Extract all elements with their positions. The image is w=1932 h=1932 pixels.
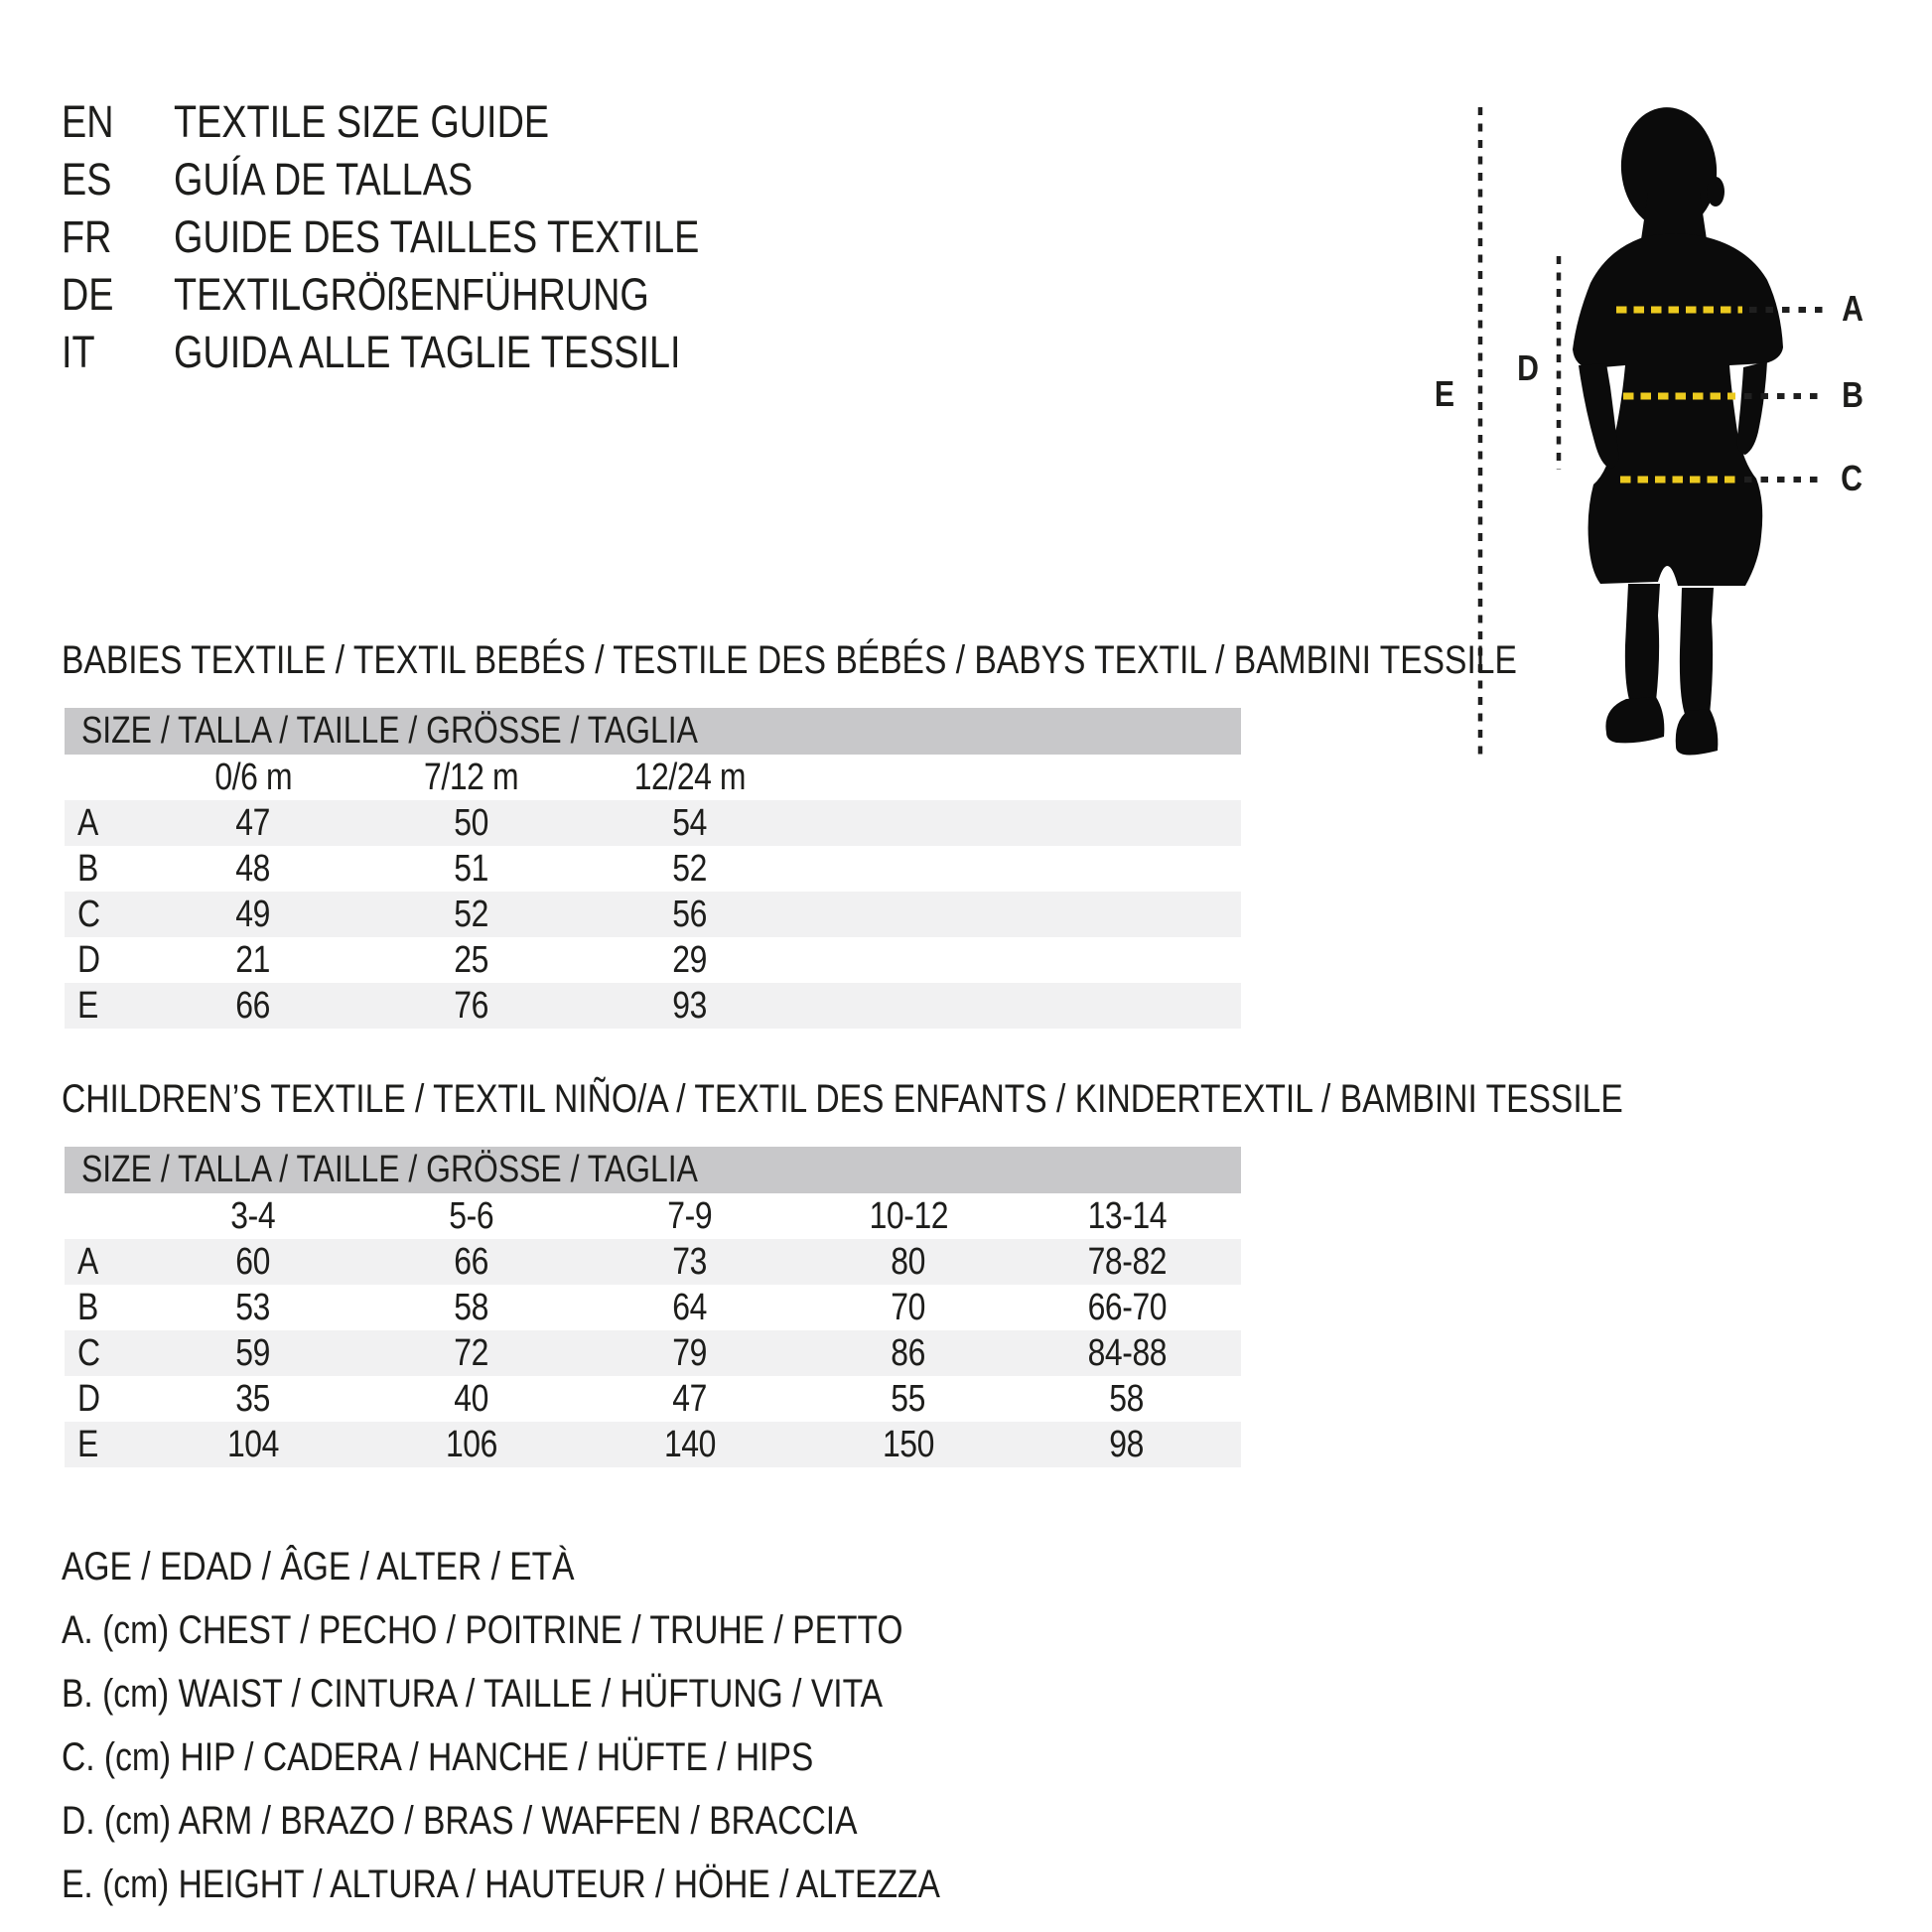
- cell-value: 58: [454, 1287, 489, 1328]
- legend-line-arm: D. (cm) ARM / BRAZO / BRAS / WAFFEN / BRACCIA: [62, 1799, 858, 1843]
- marker-label-d: D: [1517, 347, 1539, 388]
- column-header: 12/24 m: [633, 757, 747, 798]
- lang-title: TEXTILE SIZE GUIDE: [174, 96, 550, 147]
- table-row: [65, 1330, 1241, 1376]
- cell-value: 47: [235, 802, 271, 844]
- cell-value: 78-82: [1087, 1241, 1167, 1283]
- cell-value: 50: [454, 802, 489, 844]
- column-header: 3-4: [230, 1195, 276, 1237]
- row-label: A: [77, 802, 98, 844]
- cell-value: 106: [445, 1424, 498, 1465]
- row-label: A: [77, 1241, 98, 1283]
- row-label: E: [77, 985, 98, 1027]
- children-section-heading: CHILDREN’S TEXTILE / TEXTIL NIÑO/A / TEXTIL DES ENFANTS / KINDERTEXTIL / BAMBINI TESSILE: [62, 1077, 1623, 1121]
- row-label: C: [77, 894, 100, 935]
- marker-label-e: E: [1434, 373, 1455, 414]
- cell-value: 98: [1109, 1424, 1145, 1465]
- cell-value: 66: [454, 1241, 489, 1283]
- cell-value: 58: [1109, 1378, 1145, 1420]
- cell-value: 35: [235, 1378, 271, 1420]
- cell-value: 66-70: [1087, 1287, 1167, 1328]
- row-label: C: [77, 1332, 100, 1374]
- marker-label-c: C: [1841, 458, 1863, 498]
- lang-title: TEXTILGRÖßENFÜHRUNG: [174, 269, 649, 320]
- cell-value: 56: [672, 894, 708, 935]
- row-label: B: [77, 848, 98, 890]
- measurement-legend: [62, 1535, 1107, 1916]
- lang-row-en: [62, 93, 799, 151]
- marker-label-a: A: [1842, 288, 1863, 329]
- row-label: D: [77, 939, 100, 981]
- legend-line-chest: A. (cm) CHEST / PECHO / POITRINE / TRUHE / PETTO: [62, 1608, 903, 1652]
- lang-code: FR: [62, 211, 112, 262]
- table-row: [65, 1376, 1241, 1422]
- column-header: 7-9: [667, 1195, 713, 1237]
- babies-size-table: [65, 708, 1241, 1029]
- lang-title: GUÍA DE TALLAS: [174, 154, 474, 205]
- column-header: 5-6: [449, 1195, 494, 1237]
- cell-value: 73: [672, 1241, 708, 1283]
- cell-value: 104: [226, 1424, 280, 1465]
- cell-value: 66: [235, 985, 271, 1027]
- cell-value: 49: [235, 894, 271, 935]
- cell-value: 80: [891, 1241, 926, 1283]
- cell-value: 51: [454, 848, 489, 890]
- lang-row-es: [62, 151, 799, 208]
- cell-value: 40: [454, 1378, 489, 1420]
- cell-value: 70: [891, 1287, 926, 1328]
- table-row: [65, 1422, 1241, 1467]
- cell-value: 150: [882, 1424, 935, 1465]
- legend-line-hip: C. (cm) HIP / CADERA / HANCHE / HÜFTE / HIPS: [62, 1735, 814, 1779]
- column-header: 10-12: [869, 1195, 948, 1237]
- lang-code: DE: [62, 269, 114, 320]
- lang-title: GUIDA ALLE TAGLIE TESSILI: [174, 327, 681, 377]
- children-column-headers: [65, 1193, 1241, 1239]
- row-label: D: [77, 1378, 100, 1420]
- cell-value: 79: [672, 1332, 708, 1374]
- table-row: [65, 800, 1241, 846]
- lang-title: GUIDE DES TAILLES TEXTILE: [174, 211, 700, 262]
- cell-value: 60: [235, 1241, 271, 1283]
- row-label: B: [77, 1287, 98, 1328]
- row-label: E: [77, 1424, 98, 1465]
- legend-line-height: E. (cm) HEIGHT / ALTURA / HAUTEUR / HÖHE / ALTEZZA: [62, 1863, 940, 1906]
- babies-section-heading: BABIES TEXTILE / TEXTIL BEBÉS / TESTILE DES BÉBÉS / BABYS TEXTIL / BAMBINI TESSILE: [62, 638, 1517, 682]
- cell-value: 59: [235, 1332, 271, 1374]
- cell-value: 55: [891, 1378, 926, 1420]
- cell-value: 140: [663, 1424, 717, 1465]
- cell-value: 86: [891, 1332, 926, 1374]
- children-size-table: [65, 1147, 1241, 1467]
- cell-value: 47: [672, 1378, 708, 1420]
- lang-code: IT: [62, 327, 95, 377]
- cell-value: 52: [672, 848, 708, 890]
- babies-size-header-bar: SIZE / TALLA / TAILLE / GRÖSSE / TAGLIA: [65, 708, 1241, 755]
- column-header: 7/12 m: [424, 757, 519, 798]
- lang-code: ES: [62, 154, 112, 205]
- cell-value: 64: [672, 1287, 708, 1328]
- cell-value: 53: [235, 1287, 271, 1328]
- column-header: 0/6 m: [214, 757, 292, 798]
- table-row: [65, 983, 1241, 1029]
- table-row: [65, 937, 1241, 983]
- table-row: [65, 1239, 1241, 1285]
- cell-value: 72: [454, 1332, 489, 1374]
- table-row: [65, 892, 1241, 937]
- lang-code: EN: [62, 96, 114, 147]
- cell-value: 84-88: [1087, 1332, 1167, 1374]
- column-header: 13-14: [1087, 1195, 1167, 1237]
- cell-value: 93: [672, 985, 708, 1027]
- cell-value: 48: [235, 848, 271, 890]
- cell-value: 52: [454, 894, 489, 935]
- lang-row-de: [62, 266, 799, 324]
- legend-line-waist: B. (cm) WAIST / CINTURA / TAILLE / HÜFTUNG / VITA: [62, 1672, 884, 1716]
- cell-value: 29: [672, 939, 708, 981]
- table-row: [65, 846, 1241, 892]
- lang-row-fr: [62, 208, 799, 266]
- cell-value: 76: [454, 985, 489, 1027]
- babies-column-headers: [65, 755, 1241, 800]
- table-row: [65, 1285, 1241, 1330]
- legend-line-age: AGE / EDAD / ÂGE / ALTER / ETÀ: [62, 1545, 575, 1588]
- cell-value: 25: [454, 939, 489, 981]
- lang-row-it: [62, 324, 799, 381]
- cell-value: 21: [235, 939, 271, 981]
- cell-value: 54: [672, 802, 708, 844]
- marker-label-b: B: [1842, 374, 1863, 415]
- children-size-header-bar: SIZE / TALLA / TAILLE / GRÖSSE / TAGLIA: [65, 1147, 1241, 1193]
- language-header: [62, 93, 799, 381]
